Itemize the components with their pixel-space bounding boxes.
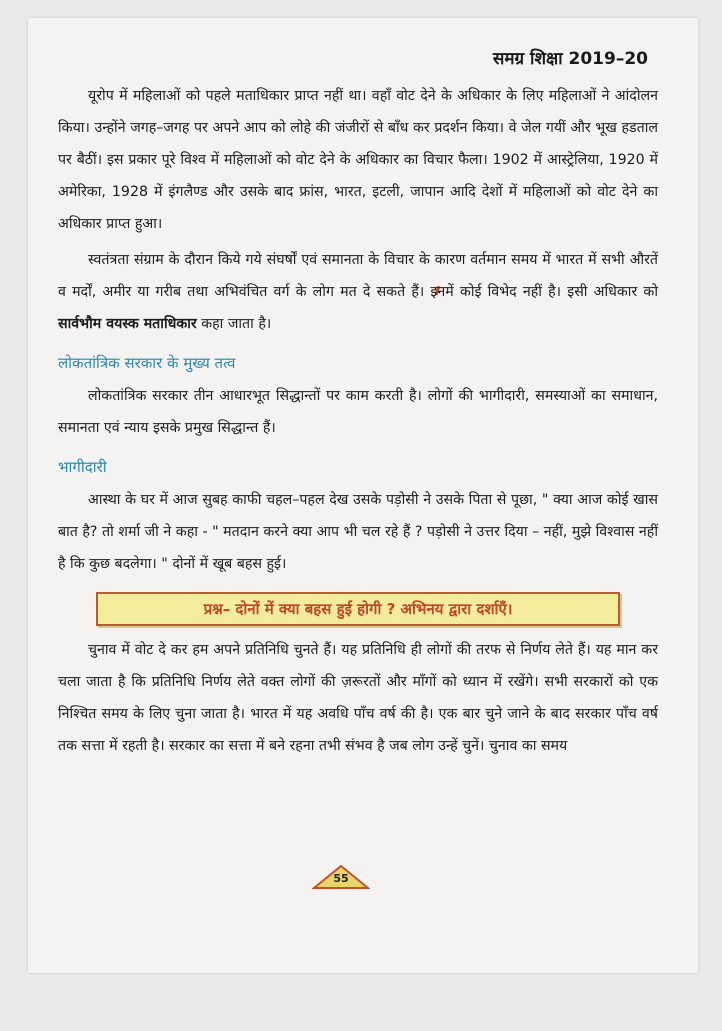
question-text: प्रश्न– दोनों में क्या बहस हुई होगी ? अभिनय द्वारा दर्शाएँ। — [203, 600, 513, 618]
page-header: समग्र शिक्षा 2019–20 — [492, 49, 648, 69]
paragraph-text: कहा जाता है। — [196, 316, 272, 332]
paragraph-womens-suffrage: यूरोप में महिलाओं को पहले मताधिकार प्राप्त नहीं था। वहाँ वोट देने के अधिकार के लिए महिलाओं ने आंदोलन किया। उन्होंने जगह–जगह पर अपने आप को लोहे की जंजीरों से बाँध कर प्रदर्शन किया। वे जेल गयीं और भूख हडताल पर बैठीं। इस प्रकार पूरे विश्व में महिलाओं को वोट देने के अधिकार का विचार फैला। 1902 में आस्ट्रेलिया, 1920 में अमेरिका, 1928 में इंगलैण्ड और उसके बाद फ्रांस, भारत, इटली, जापान आदि देशों में महिलाओं को वोट देने का अधिकार प्राप्त हुआ। — [58, 88, 658, 232]
bold-term: सार्वभौम वयस्क मताधिकार — [58, 316, 197, 332]
section-heading-participation: भागीदारी — [58, 458, 107, 476]
paragraph-text: स्वतंत्रता संग्राम के दौरान किये गये संघर्षों एवं समानता के विचार के कारण वर्तमान समय में भारत में सभी औरतें व मर्दों, अमीर या गरीब तथा अभिवंचित वर्ग के लोग मत दे सकते हैं। इनमें कोई विभेद नहीं है। इसी अधिकार को — [58, 252, 658, 300]
paragraph-story: आस्था के घर में आज सुबह काफी चहल–पहल देख उसके पड़ोसी ने उसके पिता से पूछा, " क्या आज कोई खास बात है? तो शर्मा जी ने कहा - " मतदान करने क्या आप भी चल रहे हैं ? पड़ोसी ने उत्तर दिया – नहीं, मुझे विश्वास नहीं है कि कुछ बदलेगा। " दोनों में खूब बहस हुई। — [58, 492, 658, 572]
paragraph-universal-suffrage — [58, 244, 658, 340]
question-callout — [96, 592, 620, 626]
paragraph-elections: चुनाव में वोट दे कर हम अपने प्रतिनिधि चुनते हैं। यह प्रतिनिधि ही लोगों की तरफ से निर्णय लेते हैं। यह मान कर चला जाता है कि प्रतिनिधि निर्णय लेते वक्त लोगों की ज़रूरतों और माँगों को ध्यान में रखेंगे। सभी सरकारों को एक निश्चित समय के लिए चुना जाता है। भारत में यह अवधि पाँच वर्ष की है। एक बार चुने जाने के बाद सरकार पाँच वर्ष तक सत्ता में रहती है। सरकार का सत्ता में बने रहना तभी संभव है जब लोग उन्हें चुनें। चुनाव का समय — [58, 642, 658, 754]
page-number-badge — [312, 864, 370, 890]
paragraph-principles: लोकतांत्रिक सरकार तीन आधारभूत सिद्धान्तों पर काम करती है। लोगों की भागीदारी, समस्याओं का समाधान, समानता एवं न्याय इसके प्रमुख सिद्धान्त हैं। — [58, 388, 658, 436]
section-heading-principles: लोकतांत्रिक सरकार के मुख्य तत्व — [58, 354, 236, 372]
page-content — [58, 80, 658, 762]
textbook-page — [28, 18, 698, 973]
page-number: 55 — [333, 872, 349, 885]
